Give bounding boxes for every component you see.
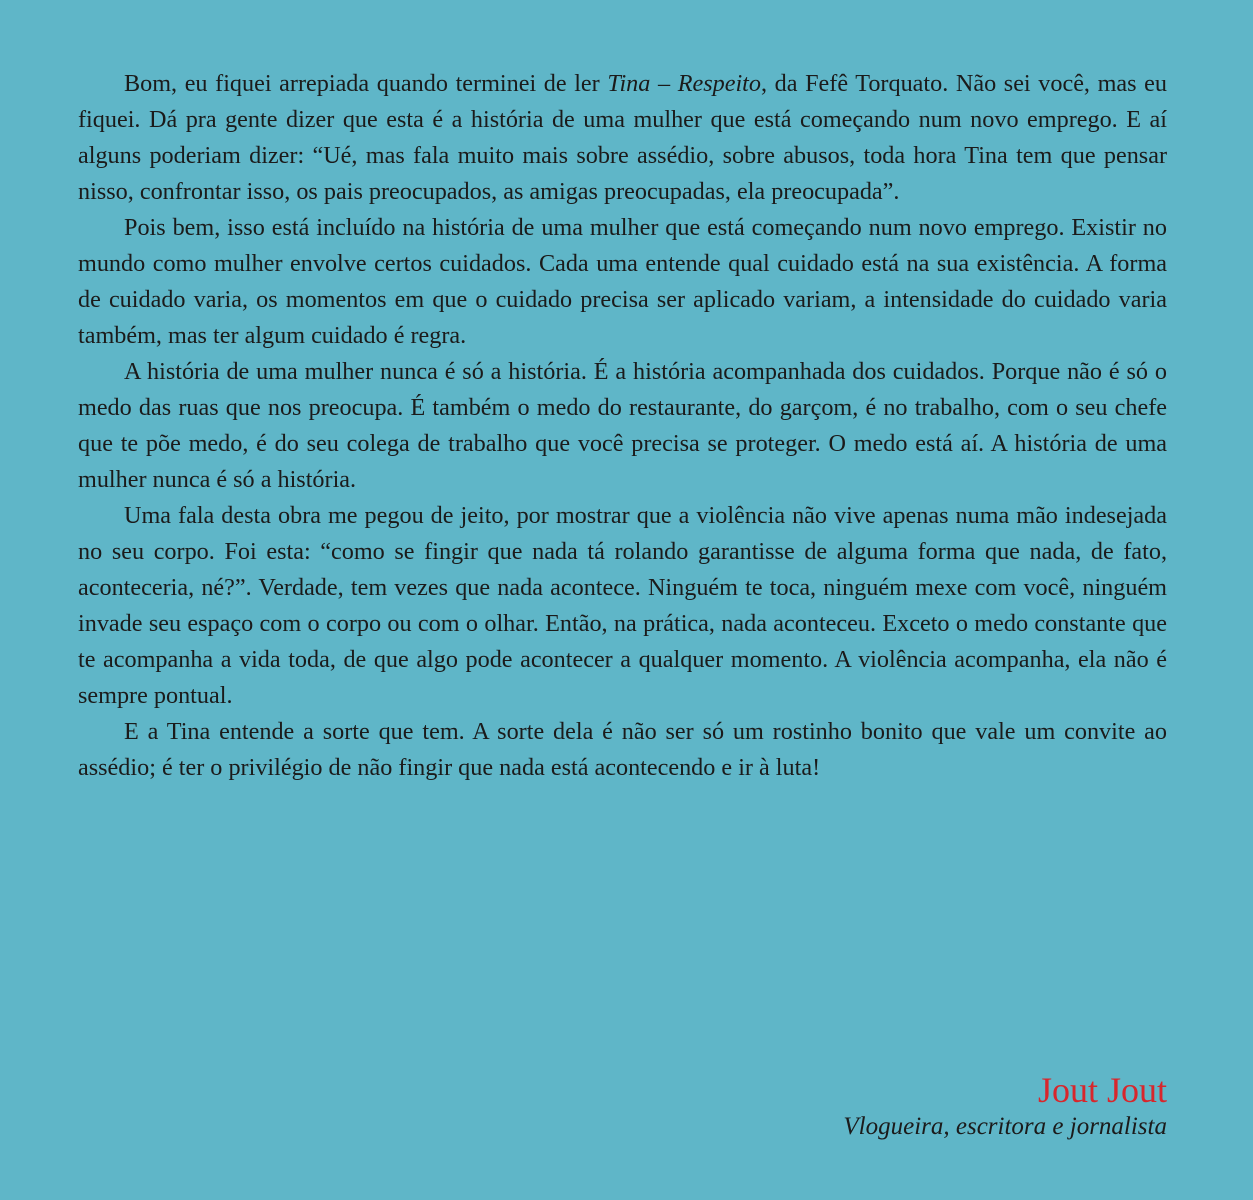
author-name: Jout Jout (1037, 1070, 1167, 1110)
signature-block (843, 1068, 1167, 1142)
review-text (78, 66, 1167, 786)
book-title: Tina – Respeito (607, 70, 761, 97)
paragraph-5: E a Tina entende a sorte que tem. A sorte dela é não ser só um rostinho bonito que vale um convite ao assédio; é ter o privilégio de não fingir que nada está acontecendo e ir à luta! (78, 718, 1167, 781)
paragraph-4: Uma fala desta obra me pegou de jeito, por mostrar que a violência não vive apenas numa mão indesejada no seu corpo. Foi esta: “como se fingir que nada tá rolando garantisse de alguma forma que nada, de fato, aconteceria, né?”. Verdade, tem vezes que nada acontece. Ninguém te toca, ninguém mexe com você, ninguém invade seu espaço com o corpo ou com o olhar. Então, na prática, nada aconteceu. Exceto o medo constante que te acompanha a vida toda, de que algo pode acontecer a qualquer momento. A violência acompanha, ela não é sempre pontual. (78, 502, 1167, 709)
paragraph-1 (78, 66, 1167, 210)
paragraph-1-rest: , da Fefê Torquato. Não sei você, mas eu fiquei. Dá pra gente dizer que esta é a história de uma mulher que está começando num novo emprego. E aí alguns poderiam dizer: “Ué, mas fala muito mais sobre assédio, sobre abusos, toda hora Tina tem que pensar nisso, confrontar isso, os pais preocupados, as amigas preocupadas, ela preocupada”. (78, 70, 1167, 205)
author-role: Vlogueira, escritora e jornalista (843, 1113, 1167, 1140)
paragraph-1-intro: Bom, eu fiquei arrepiada quando terminei de ler (124, 70, 608, 97)
paragraph-3: A história de uma mulher nunca é só a história. É a história acompanhada dos cuidados. Porque não é só o medo das ruas que nos preocupa. É também o medo do restaurante, do garçom, é no trabalho, com o seu chefe que te põe medo, é do seu colega de trabalho que você precisa se proteger. O medo está aí. A história de uma mulher nunca é só a história. (78, 358, 1167, 493)
paragraph-2: Pois bem, isso está incluído na história de uma mulher que está começando num novo emprego. Existir no mundo como mulher envolve certos cuidados. Cada uma entende qual cuidado está na sua existência. A forma de cuidado varia, os momentos em que o cuidado precisa ser aplicado variam, a intensidade do cuidado varia também, mas ter algum cuidado é regra. (78, 214, 1167, 349)
